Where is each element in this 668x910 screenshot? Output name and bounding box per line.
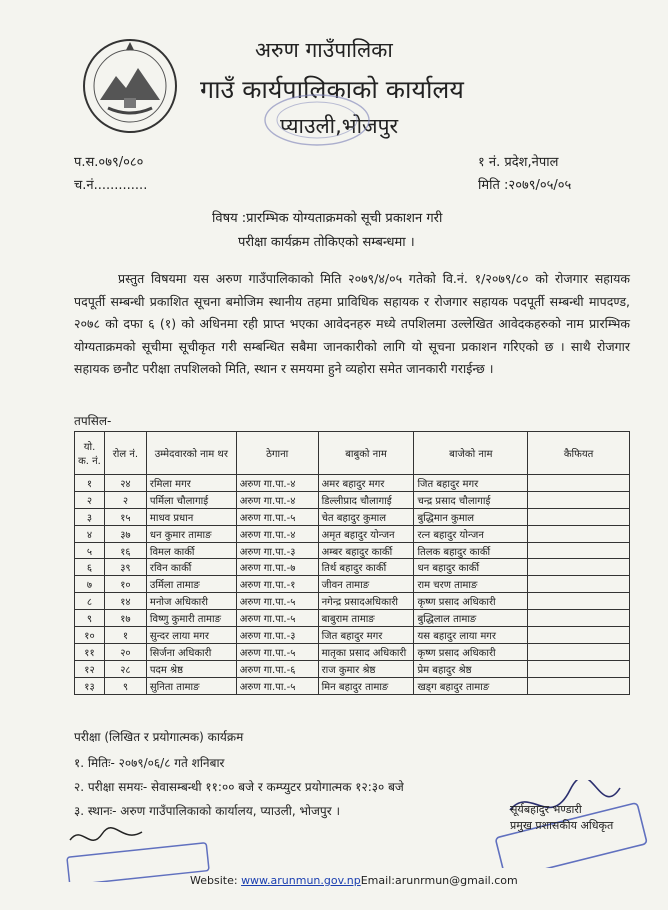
table-row <box>75 559 630 576</box>
table-cell: जीवन तामाङ <box>318 576 414 593</box>
exam-venue: ३. स्थानः- अरुण गाउँपालिकाको कार्यालय, प्याउली, भोजपुर । <box>74 804 340 818</box>
table-cell: बुद्धिमान कुमाल <box>414 508 528 525</box>
table-cell: ८ <box>75 593 105 610</box>
office-stamp-icon <box>262 92 372 148</box>
table-cell: अमर बहादुर मगर <box>318 475 414 492</box>
table-cell: १४ <box>104 593 146 610</box>
footer <box>190 874 518 887</box>
candidate-table <box>74 431 630 695</box>
header-line2: गाउँ कार्यपालिकाको कार्यालय <box>200 75 464 104</box>
table-row <box>75 542 630 559</box>
table-cell <box>528 576 630 593</box>
col-remarks: कैफियत <box>528 432 630 475</box>
table-cell: प्रेम बहादुर श्रेष्ठ <box>414 660 528 677</box>
table-cell: अरुण गा.पा.-४ <box>236 525 318 542</box>
table-cell <box>528 643 630 660</box>
table-cell: १ <box>75 475 105 492</box>
table-cell: १२ <box>75 660 105 677</box>
table-cell: धन कुमार तामाङ <box>146 525 236 542</box>
table-cell: चन्द्र प्रसाद चौलागाई <box>414 491 528 508</box>
table-row <box>75 525 630 542</box>
table-cell: अरुण गा.पा.-३ <box>236 542 318 559</box>
table-cell <box>528 610 630 627</box>
table-cell: अम्बर बहादुर कार्की <box>318 542 414 559</box>
table-row <box>75 593 630 610</box>
table-row <box>75 508 630 525</box>
table-row <box>75 643 630 660</box>
notice-body: प्रस्तुत विषयमा यस अरुण गाउँपालिकाको मिति २०७९/४/०५ गतेको वि.नं. १/२०७९/८० को रोजगार सहायक पदपूर्ती सम्बन्धी प्रकाशित सूचना बमोजिम स्थानीय तहमा प्राविधिक सहायक र रोजगार सहायक पदपूर्ती सम्बन्धी मापदण्ड, २०७८ को दफा ६ (१) को अधिनमा रही प्राप्त भएका आवेदनहरु मध्ये तपशिलमा उल्लेखित आवेदकहरुको नाम प्रारम्भिक योग्यताक्रमको सूचीमा सूचीकृत गरी सम्बन्धित सबैमा जानकारीको लागि यो सूचना प्रकाशन गरिएको छ । साथै रोजगार सहायक छनौट परीक्षा तपशिलको मिति, स्थान र समयमा हुने व्यहोरा समेत जानकारी गराईन्छ । <box>74 271 630 376</box>
coordinator-stamp-icon <box>62 822 212 882</box>
table-cell: तिर्थ बहादुर कार्की <box>318 559 414 576</box>
table-cell: बुद्धिलाल तामाङ <box>414 610 528 627</box>
table-cell: पर्मिला चौलागाई <box>146 491 236 508</box>
table-row <box>75 677 630 694</box>
website-link[interactable]: www.arunmun.gov.np <box>241 874 361 887</box>
table-cell: अरुण गा.पा.-३ <box>236 627 318 644</box>
table-cell: ९ <box>104 677 146 694</box>
letter-date: मिति :२०७९/०५/०५ <box>478 178 572 193</box>
table-cell: ३९ <box>104 559 146 576</box>
table-row <box>75 491 630 508</box>
signatory-name: सूर्यबहादुर भण्डारी <box>510 803 582 816</box>
table-cell <box>528 525 630 542</box>
col-roll: रोल नं. <box>104 432 146 475</box>
province: १ नं. प्रदेश,नेपाल <box>478 155 559 170</box>
col-sn: यो. क. नं. <box>75 432 105 475</box>
table-cell: रत्न बहादुर योन्जन <box>414 525 528 542</box>
tapsil-label: तपसिल- <box>74 414 112 428</box>
table-cell: माधव प्रधान <box>146 508 236 525</box>
table-cell: अरुण गा.पा.-५ <box>236 610 318 627</box>
col-address: ठेगाना <box>236 432 318 475</box>
table-cell: अरुण गा.पा.-४ <box>236 475 318 492</box>
table-cell: ३७ <box>104 525 146 542</box>
signatory-title: प्रमुख प्रशासकीय अधिकृत <box>510 819 614 832</box>
header-line1: अरुण गाउँपालिका <box>255 38 393 62</box>
table-cell: १७ <box>104 610 146 627</box>
table-cell: जित बहादुर मगर <box>414 475 528 492</box>
table-cell: ५ <box>75 542 105 559</box>
government-emblem-icon <box>82 38 178 134</box>
table-cell <box>528 677 630 694</box>
table-cell: ११ <box>75 643 105 660</box>
table-cell: २ <box>75 491 105 508</box>
table-cell: खड्ग बहादुर तामाङ <box>414 677 528 694</box>
col-name: उम्मेदवारको नाम थर <box>146 432 236 475</box>
table-row <box>75 660 630 677</box>
table-cell: विमल कार्की <box>146 542 236 559</box>
table-header-row <box>75 432 630 475</box>
col-grandfather: बाजेको नाम <box>414 432 528 475</box>
table-cell: १६ <box>104 542 146 559</box>
table-cell: अरुण गा.पा.-५ <box>236 508 318 525</box>
exam-time: २. परीक्षा समयः- सेवासम्बन्धी ११:०० बजे र कम्प्युटर प्रयोगात्मक १२:३० बजे <box>74 780 404 794</box>
table-cell: १ <box>104 627 146 644</box>
table-row <box>75 576 630 593</box>
table-cell: कृष्ण प्रसाद अधिकारी <box>414 593 528 610</box>
table-cell: मातृका प्रसाद अधिकारी <box>318 643 414 660</box>
table-cell: १० <box>104 576 146 593</box>
table-cell: जित बहादुर मगर <box>318 627 414 644</box>
table-cell: मिन बहादुर तामाङ <box>318 677 414 694</box>
table-row <box>75 475 630 492</box>
subject-line2: परीक्षा कार्यक्रम तोकिएको सम्बन्धमा । <box>238 235 415 250</box>
table-cell: पदम श्रेष्ठ <box>146 660 236 677</box>
table-cell: २० <box>104 643 146 660</box>
table-cell: ९ <box>75 610 105 627</box>
table-cell: नगेन्द्र प्रसादअधिकारी <box>318 593 414 610</box>
table-cell: उर्मिला तामाङ <box>146 576 236 593</box>
table-cell: अरुण गा.पा.-१ <box>236 576 318 593</box>
table-cell <box>528 559 630 576</box>
exam-date: १. मितिः- २०७९/०६/८ गते शनिबार <box>74 756 225 770</box>
table-cell: ६ <box>75 559 105 576</box>
table-cell: ३ <box>75 508 105 525</box>
table-cell: अरुण गा.पा.-६ <box>236 660 318 677</box>
header-line3: प्याउली,भोजपुर <box>280 114 399 138</box>
table-cell: अरुण गा.पा.-५ <box>236 677 318 694</box>
footer-email: Email:arunrmun@gmail.com <box>360 874 518 887</box>
chalani-number: च.नं............. <box>74 178 148 193</box>
table-cell: यस बहादुर लाया मगर <box>414 627 528 644</box>
table-cell: धन बहादुर कार्की <box>414 559 528 576</box>
exam-title: परीक्षा (लिखित र प्रयोगात्मक) कार्यक्रम <box>74 730 244 744</box>
table-cell: २४ <box>104 475 146 492</box>
table-cell: बाबुराम तामाङ <box>318 610 414 627</box>
table-cell: रमिला मगर <box>146 475 236 492</box>
table-cell <box>528 491 630 508</box>
table-cell: चेत बहादुर कुमाल <box>318 508 414 525</box>
table-cell <box>528 627 630 644</box>
table-cell <box>528 660 630 677</box>
table-cell: कृष्ण प्रसाद अधिकारी <box>414 643 528 660</box>
table-cell <box>528 542 630 559</box>
table-cell: २८ <box>104 660 146 677</box>
table-cell: तिलक बहादुर कार्की <box>414 542 528 559</box>
footer-label: Website: <box>190 874 242 887</box>
table-cell: सुन्दर लाया मगर <box>146 627 236 644</box>
table-cell: राम चरण तामाङ <box>414 576 528 593</box>
subject-line1: विषय :प्रारम्भिक योग्यताक्रमको सूची प्रकाशन गरी <box>212 211 443 226</box>
table-row <box>75 610 630 627</box>
table-cell: विष्णु कुमारी तामाङ <box>146 610 236 627</box>
table-cell: राज कुमार श्रेष्ठ <box>318 660 414 677</box>
table-cell: रविन कार्की <box>146 559 236 576</box>
table-cell <box>528 593 630 610</box>
table-cell: ४ <box>75 525 105 542</box>
table-cell: सुनिता तामाङ <box>146 677 236 694</box>
table-cell <box>528 475 630 492</box>
table-cell: १३ <box>75 677 105 694</box>
table-cell: १५ <box>104 508 146 525</box>
table-cell: १० <box>75 627 105 644</box>
table-cell: ७ <box>75 576 105 593</box>
table-cell: डिल्लीप्राद चौलागाई <box>318 491 414 508</box>
table-cell: २ <box>104 491 146 508</box>
table-cell: सिर्जना अधिकारी <box>146 643 236 660</box>
table-cell: अरुण गा.पा.-४ <box>236 491 318 508</box>
table-cell: मनोज अधिकारी <box>146 593 236 610</box>
patra-sankhya: प.स.०७९/०८० <box>74 155 144 170</box>
table-cell: अरुण गा.पा.-५ <box>236 593 318 610</box>
table-cell <box>528 508 630 525</box>
table-cell: अमृत बहादुर योन्जन <box>318 525 414 542</box>
table-row <box>75 627 630 644</box>
table-cell: अरुण गा.पा.-५ <box>236 643 318 660</box>
col-father: बाबुको नाम <box>318 432 414 475</box>
table-cell: अरुण गा.पा.-७ <box>236 559 318 576</box>
